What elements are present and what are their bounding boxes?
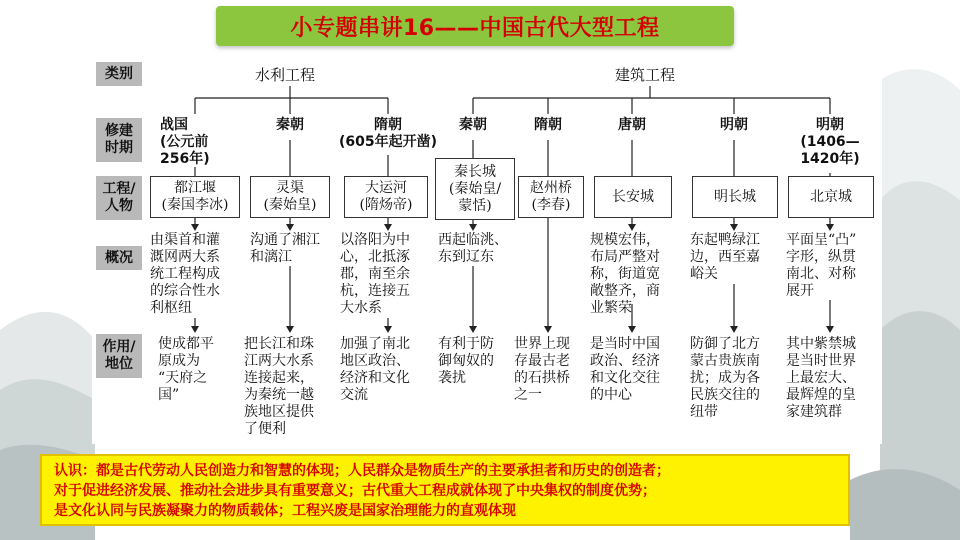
role-col-7: 防御了北方 蒙古贵族南 扰；成为各 民族交往的 纽带 <box>690 336 760 420</box>
row-label-category: 类别 <box>96 62 142 86</box>
overview-col-3: 以洛阳为中 心，北抵涿 郡，南至余 杭，连接五 大水系 <box>340 232 410 316</box>
project-box-col-2: 灵渠 (秦始皇) <box>250 176 330 218</box>
period-col-7: 明朝 <box>720 117 748 133</box>
overview-col-7: 东起鸭绿江 边，西至嘉 峪关 <box>690 232 760 282</box>
row-label-role: 作用/ 地位 <box>96 334 142 378</box>
project-box-col-6: 长安城 <box>594 176 672 218</box>
role-col-8: 其中紫禁城 是当时世界 上最宏大、 最辉煌的皇 家建筑群 <box>786 336 856 420</box>
period-col-1: 战国 (公元前 256年) <box>160 117 210 167</box>
project-box-col-5: 赵州桥 (李春) <box>518 176 584 218</box>
overview-col-2: 沟通了湘江 和漓江 <box>250 232 320 265</box>
period-col-6: 唐朝 <box>618 117 646 133</box>
role-col-1: 使成都平 原成为 “天府之 国” <box>158 336 214 403</box>
summary-line-3: 是文化认同与民族凝聚力的物质载体；工程兴废是国家治理能力的直观体现 <box>54 503 516 519</box>
overview-col-1: 由渠首和灌 溉网两大系 统工程构成 的综合性水 利枢纽 <box>150 232 220 316</box>
period-col-3: 隋朝 (605年起开凿) <box>338 117 438 150</box>
row-label-period: 修建 时期 <box>96 118 142 162</box>
overview-col-6: 规模宏伟， 布局严整对 称，街道宽 敞整齐，商 业繁荣 <box>590 232 660 316</box>
summary-box <box>40 454 850 526</box>
category-building: 建筑工程 <box>615 66 676 84</box>
period-col-2: 秦朝 <box>276 117 304 133</box>
role-col-5: 世界上现 存最古老 的石拱桥 之一 <box>514 336 570 403</box>
row-label-overview: 概况 <box>96 246 142 270</box>
summary-line-1: 认识：都是古代劳动人民创造力和智慧的体现；人民群众是物质生产的主要承担者和历史的创造者； <box>54 463 670 479</box>
period-col-5: 隋朝 <box>534 117 562 133</box>
role-col-6: 是当时中国 政治、经济 和文化交往 的中心 <box>590 336 660 403</box>
role-col-3: 加强了南北 地区政治、 经济和文化 交流 <box>340 336 410 403</box>
summary-line-2: 对于促进经济发展、推动社会进步具有重要意义；古代重大工程成就体现了中央集权的制度优势； <box>54 483 656 499</box>
period-col-8: 明朝 (1406— 1420年) <box>800 117 860 167</box>
project-box-col-7: 明长城 <box>692 176 778 218</box>
role-col-2: 把长江和珠 江两大水系 连接起来， 为秦统一越 族地区提供 了便利 <box>244 336 314 437</box>
project-box-col-3: 大运河 (隋炀帝) <box>344 176 428 218</box>
project-box-col-8: 北京城 <box>788 176 874 218</box>
overview-col-8: 平面呈“凸” 字形，纵贯 南北、对称 展开 <box>786 232 857 299</box>
project-box-col-1: 都江堰 (秦国李冰) <box>150 176 240 218</box>
period-col-4: 秦朝 <box>459 117 487 133</box>
role-col-4: 有利于防 御匈奴的 袭扰 <box>438 336 494 386</box>
project-box-col-4: 秦长城 (秦始皇/ 蒙恬) <box>435 158 515 220</box>
category-water: 水利工程 <box>255 66 316 84</box>
row-label-project: 工程/ 人物 <box>96 176 142 220</box>
page-title: 小专题串讲16——中国古代大型工程 <box>290 15 660 41</box>
overview-col-4: 西起临洮、 东到辽东 <box>438 232 508 265</box>
